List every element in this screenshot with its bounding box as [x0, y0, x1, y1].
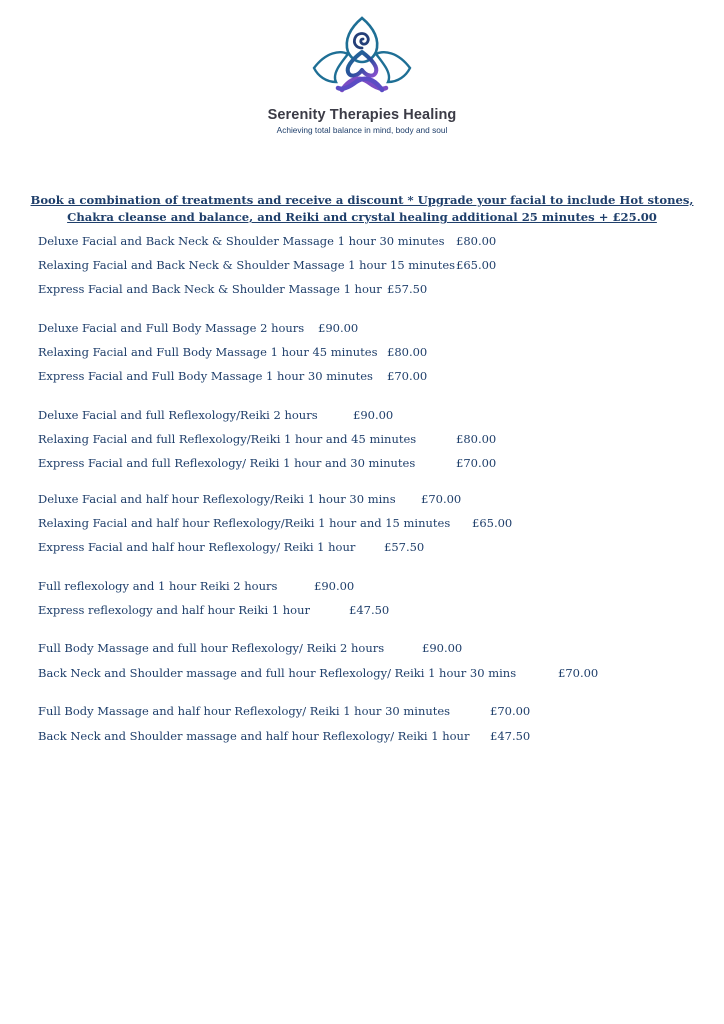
treatment-name: Back Neck and Shoulder massage and full hour Reflexology/ Reiki 1 hour 30 mins: [38, 666, 517, 680]
treatment-name: Relaxing Facial and Full Body Massage 1 hour 45 minutes: [38, 345, 378, 359]
treatment-price: £70.00: [387, 369, 428, 383]
treatment-price: £47.50: [490, 729, 531, 743]
treatment-name: Express Facial and half hour Reflexology/ Reiki 1 hour: [38, 540, 356, 554]
brand-name: Serenity Therapies Healing: [267, 107, 457, 123]
offer-heading-line-2: Chakra cleanse and balance, and Reiki and crystal healing additional 25 minutes + £25.00: [67, 210, 657, 224]
treatment-name: Deluxe Facial and Full Body Massage 2 hours: [38, 321, 305, 335]
treatment-price: £47.50: [349, 603, 390, 617]
treatment-price: £80.00: [387, 345, 428, 359]
treatment-price: £57.50: [387, 282, 428, 296]
treatment-name: Deluxe Facial and full Reflexology/Reiki 2 hours: [38, 408, 318, 422]
treatment-price: £70.00: [421, 492, 462, 506]
treatment-name: Full Body Massage and full hour Reflexology/ Reiki 2 hours: [38, 641, 385, 655]
treatment-name: Full reflexology and 1 hour Reiki 2 hours: [38, 579, 278, 593]
treatment-price: £90.00: [314, 579, 355, 593]
treatment-price: £70.00: [456, 456, 497, 470]
treatment-name: Relaxing Facial and half hour Reflexology/Reiki 1 hour and 15 minutes: [38, 516, 451, 530]
treatment-price: £90.00: [353, 408, 394, 422]
treatment-name: Relaxing Facial and Back Neck & Shoulder Massage 1 hour 15 minutes: [38, 258, 456, 272]
treatment-name: Express Facial and full Reflexology/ Reiki 1 hour and 30 minutes: [38, 456, 416, 470]
treatment-price: £90.00: [318, 321, 359, 335]
treatment-name: Relaxing Facial and full Reflexology/Reiki 1 hour and 45 minutes: [38, 432, 417, 446]
treatment-name: Express Facial and Back Neck & Shoulder Massage 1 hour: [38, 282, 382, 296]
treatment-name: Express reflexology and half hour Reiki 1 hour: [38, 603, 310, 617]
lotus-meditation-icon: [306, 14, 418, 102]
treatment-name: Express Facial and Full Body Massage 1 hour 30 minutes: [38, 369, 373, 383]
offer-heading: [30, 192, 694, 226]
treatment-name: Deluxe Facial and Back Neck & Shoulder Massage 1 hour 30 minutes: [38, 234, 445, 248]
offer-heading-line-1: Book a combination of treatments and receive a discount * Upgrade your facial to include Hot stones,: [30, 193, 694, 207]
treatment-name: Full Body Massage and half hour Reflexology/ Reiki 1 hour 30 minutes: [38, 704, 451, 718]
treatment-price: £65.00: [472, 516, 513, 530]
treatment-price: £70.00: [490, 704, 531, 718]
treatment-price: £70.00: [558, 666, 599, 680]
logo: [0, 14, 724, 102]
brand-tagline: Achieving total balance in mind, body and soul: [276, 125, 448, 135]
treatment-name: Back Neck and Shoulder massage and half hour Reflexology/ Reiki 1 hour: [38, 729, 470, 743]
treatment-price: £90.00: [422, 641, 463, 655]
treatment-price: £65.00: [456, 258, 497, 272]
treatment-price: £57.50: [384, 540, 425, 554]
treatment-price: £80.00: [456, 234, 497, 248]
treatment-name: Deluxe Facial and half hour Reflexology/Reiki 1 hour 30 mins: [38, 492, 396, 506]
treatment-price: £80.00: [456, 432, 497, 446]
